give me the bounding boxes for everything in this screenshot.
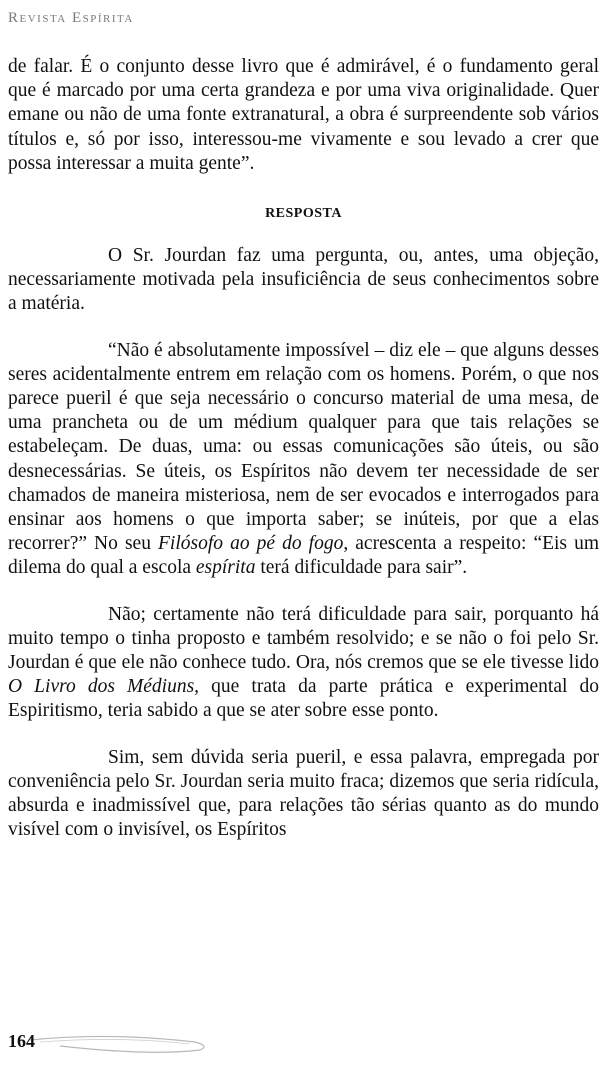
reply-text-end: , que trata da parte prática e experimental do Espiritismo, teria sabido a que se ater sobre esse ponto. [8,676,600,722]
section-title: RESPOSTA [265,206,342,222]
book-title-italic: Filósofo ao pé do fogo [158,533,344,555]
paragraph-continuation: de falar. É o conjunto desse livro que é admirável, é o fundamento geral que é marcado por uma certa grandeza e por uma viva originalidade. Quer emane ou não de uma fonte extranatural, a obra é surpreendente sob vários títulos e, só por isso, interessou-me vivamente e sou levado a crer que possa interessar a muita gente”. [8,56,599,174]
reply-text: Não; certamente não terá dificuldade para sair, porquanto há muito tempo o tinha proposto e também resolvido; e se não o foi pelo Sr. Jourdan é que ele não conhece tudo. Ora, nós cremos que se ele tivesse lido [8,603,599,674]
quotation-text: “Não é absolutamente impossível – diz ele – que alguns desses seres acidentalmente entrem em relação com os homens. Porém, o que nos parece pueril é que seja necessário o concurso material de uma mesa, de uma prancheta ou de um médium qualquer para que tais relações se estabeleçam. De duas, uma: ou essas comunicações são úteis, ou são desnecessárias. Se úteis, os Espíritos não devem ter necessidade de ser chamados de maneira misteriosa, nem de ser evocados e interrogados para ensinar aos homens o que importa saber; se inúteis, por que a elas recorrer?” No seu [8,339,599,555]
paragraph-answer-intro: O Sr. Jourdan faz uma pergunta, ou, antes, uma objeção, necessariamente motivada pela insuficiência de seus conhecimentos sobre a matéria. [8,245,599,315]
italic-word: espírita [195,557,256,579]
quotation-text-end: terá dificuldade para sair”. [255,557,468,579]
paragraph-final: Sim, sem dúvida seria pueril, e essa palavra, empregada por conveniência pelo Sr. Jourdan seria muito fraca; dizemos que seria ridícula, absurda e inadmissível que, para relações tão sérias quanto as do mundo visível com o invisível, os Espíritos [8,746,599,841]
paragraph-quotation [8,339,599,581]
running-head: Revista Espírita [8,10,134,26]
book-title-italic: O Livro dos Médiuns [8,676,195,698]
page-number: 164 [8,1031,35,1051]
quotation-text-continued: , acrescenta a respeito: “Eis um dilema do qual a escola [8,533,599,579]
page-body [8,55,599,842]
paragraph-reply [8,603,599,724]
